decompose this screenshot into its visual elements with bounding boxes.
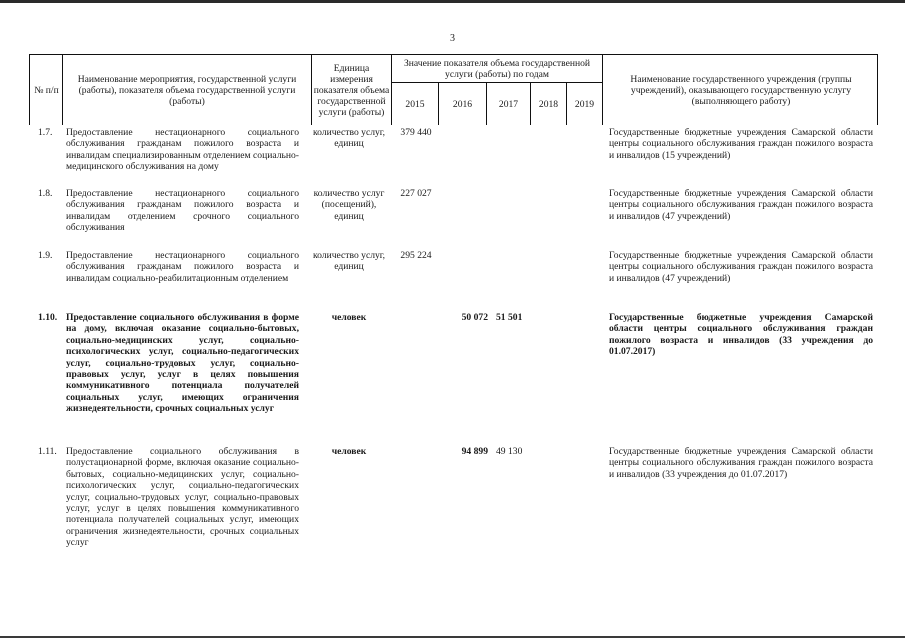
row-number: 1.11. — [38, 446, 57, 457]
header-year-2016: 2016 — [452, 98, 473, 110]
row-institution: Государственные бюджетные учреждения Самарской области центры социального обслуживания граждан пожилого возраста и инвалидов (47 учреждений) — [609, 188, 873, 222]
header-number: № п/п — [34, 84, 59, 96]
row-value-2016: 94 899 — [461, 446, 488, 457]
header-value-group: Значение показателя объема государственной услуги (работы) по годам — [403, 57, 591, 80]
row-unit: количество услуг, единиц — [312, 127, 386, 150]
row-name: Предоставление нестационарного социального обслуживания гражданам пожилого возраста и инвалидам специализированным отделением социально-медицинского обслуживания на дому — [66, 127, 299, 173]
row-name: Предоставление социального обслуживания в форме на дому, включая оказание социально-бытовых, социально-медицинских услуг, социально-психологических услуг, социально-педагогических услуг, социально-трудовых услуг, социально-правовых услуг, услуг в целях повышения коммуникативного потенциала получателей социальных услуг, имеющих ограничения жизнедеятельности, срочных социальных услуг — [66, 312, 299, 415]
header-year-2015: 2015 — [405, 98, 425, 110]
bottom-border — [0, 636, 905, 638]
row-number: 1.7. — [38, 127, 53, 138]
header-year-2017: 2017 — [498, 98, 519, 110]
top-border — [0, 0, 905, 3]
table-header — [29, 54, 878, 125]
row-number: 1.9. — [38, 250, 53, 261]
row-value-2017: 51 501 — [496, 312, 523, 323]
row-value-2015: 227 027 — [400, 188, 432, 199]
row-name: Предоставление социального обслуживания в полустационарной форме, включая оказание социально-бытовых, социально-медицинских услуг, социально-психологических услуг, социально-педагогических услуг, социально-трудовых услуг, социально-правовых услуг, услуг в целях повышения коммуникативного потенциала получателей социальных услуг, имеющих ограничения жизнедеятельности, срочных социальных услуг — [66, 446, 299, 549]
page-number: 3 — [450, 33, 455, 44]
row-institution: Государственные бюджетные учреждения Самарской области центры социального обслуживания граждан пожилого возраста и инвалидов (15 учреждений) — [609, 127, 873, 161]
row-number: 1.8. — [38, 188, 53, 199]
row-number: 1.10. — [38, 312, 58, 323]
row-value-2015: 379 440 — [400, 127, 432, 138]
row-institution: Государственные бюджетные учреждения Самарской области центры социального обслуживания граждан пожилого возраста и инвалидов (33 учреждения до 01.07.2017) — [609, 312, 873, 358]
header-institution: Наименование государственного учреждения (группы учреждений), оказывающего государственную услугу (выполняющего работу) — [630, 73, 852, 107]
row-unit: человек — [331, 446, 367, 457]
header-year-2019: 2019 — [574, 98, 595, 110]
row-name: Предоставление нестационарного социального обслуживания гражданам пожилого возраста и инвалидам отделением срочного социального обслуживания — [66, 188, 299, 234]
row-unit: количество услуг (посещений), единиц — [313, 188, 385, 222]
row-value-2016: 50 072 — [461, 312, 488, 323]
row-unit: человек — [331, 312, 367, 323]
row-name: Предоставление нестационарного социального обслуживания гражданам пожилого возраста и инвалидам социально-реабилитационным отделением — [66, 250, 299, 284]
row-institution: Государственные бюджетные учреждения Самарской области центры социального обслуживания граждан пожилого возраста и инвалидов (33 учреждения до 01.07.2017) — [609, 446, 873, 480]
row-value-2015: 295 224 — [400, 250, 432, 261]
header-name: Наименование мероприятия, государственной услуги (работы), показателя объема государственной услуги (работы) — [77, 73, 297, 107]
header-unit: Единица измерения показателя объема государственной услуги (работы) — [313, 62, 390, 118]
header-year-2018: 2018 — [538, 98, 559, 110]
row-unit: количество услуг, единиц — [312, 250, 386, 273]
row-institution: Государственные бюджетные учреждения Самарской области центры социального обслуживания граждан пожилого возраста и инвалидов (47 учреждений) — [609, 250, 873, 284]
row-value-2017: 49 130 — [496, 446, 523, 457]
